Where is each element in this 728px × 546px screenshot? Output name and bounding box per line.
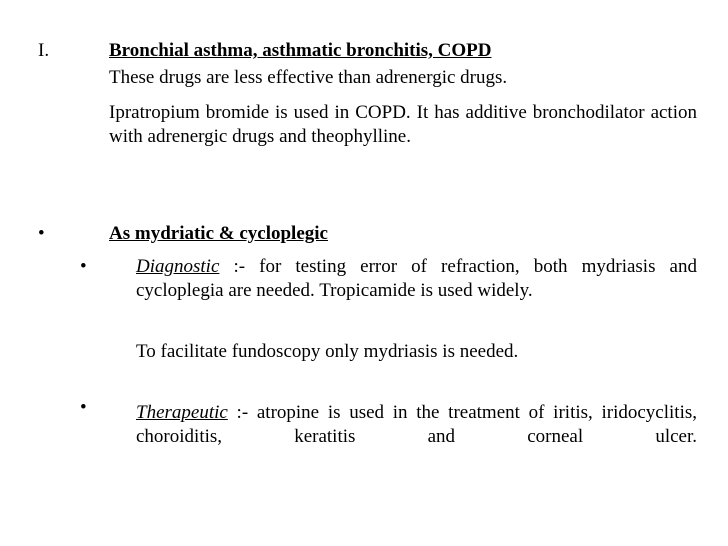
section-1-paragraph-2: Ipratropium bromide is used in COPD. It has additive bronchodilator action with adrenergic drugs and theophylline. bbox=[109, 102, 697, 147]
section-2-bullet: • bbox=[38, 223, 45, 244]
diagnostic-text: :- for testing error of refraction, both mydriasis and cycloplegia are needed. Tropicamide is used widely. bbox=[136, 256, 697, 301]
therapeutic-bullet: • bbox=[80, 397, 87, 418]
section-1-marker: I. bbox=[38, 40, 50, 61]
therapeutic-text: :- atropine is used in the treatment of iritis, iridocyclitis, choroiditis, keratitis and corneal ulcer. bbox=[136, 402, 697, 447]
therapeutic-paragraph bbox=[136, 401, 697, 449]
section-1-heading: Bronchial asthma, asthmatic bronchitis, COPD bbox=[109, 40, 492, 61]
diagnostic-bullet: • bbox=[80, 256, 87, 277]
diagnostic-paragraph bbox=[136, 255, 697, 303]
section-2-heading: As mydriatic & cycloplegic bbox=[109, 223, 328, 244]
diagnostic-extra: To facilitate fundoscopy only mydriasis is needed. bbox=[136, 341, 519, 362]
therapeutic-term: Therapeutic bbox=[136, 402, 228, 423]
section-1-line-1: These drugs are less effective than adrenergic drugs. bbox=[109, 67, 508, 88]
diagnostic-term: Diagnostic bbox=[136, 256, 220, 277]
